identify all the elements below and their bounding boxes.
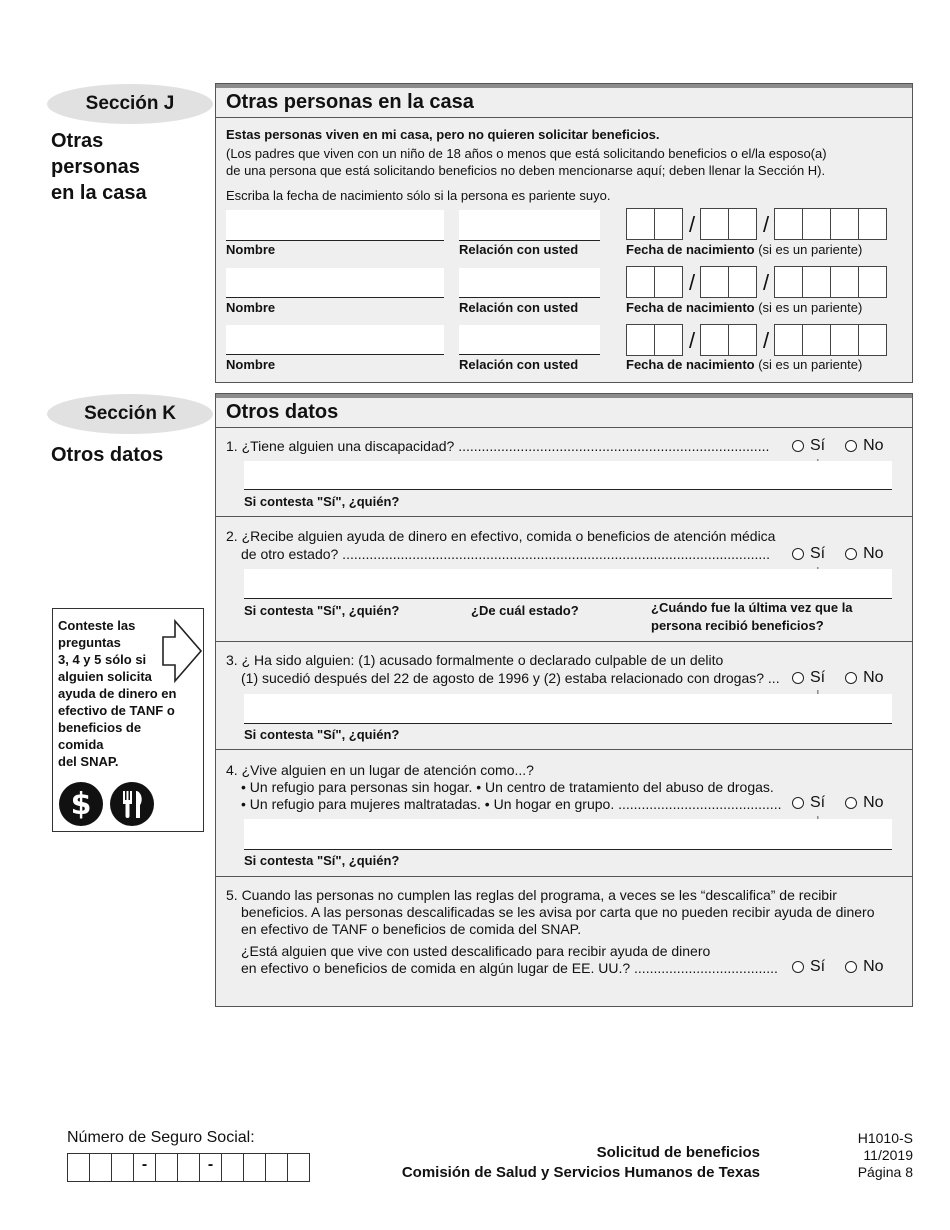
q4-yes-radio[interactable] [792, 797, 804, 809]
q2-line1: 2. ¿Recibe alguien ayuda de dinero en efectivo, comida o beneficios de atención médica [226, 528, 776, 544]
q5-yes-option[interactable]: Sí [792, 958, 825, 976]
q5-line3: en efectivo de TANF o beneficios de comida del SNAP. [241, 921, 582, 937]
q5-yes-radio[interactable] [792, 961, 804, 973]
section-k-title: Otros datos [216, 394, 912, 428]
q4-no-radio[interactable] [845, 797, 857, 809]
form-title: Solicitud de beneficios Comisión de Salud y Servicios Humanos de Texas [401, 1144, 760, 1181]
section-j-side-title: Otras personas en la casa [51, 130, 147, 204]
q1-yes-no [792, 437, 904, 455]
q3-yes-no [792, 669, 904, 687]
ssn-label: Número de Seguro Social: [67, 1129, 255, 1146]
q1-yes-radio[interactable] [792, 440, 804, 452]
q4-yes-no [792, 794, 904, 812]
q2-who-field[interactable] [244, 569, 892, 599]
q3-who-label: Si contesta "Sí", ¿quién? [244, 727, 400, 742]
relation-field-2[interactable] [459, 268, 600, 298]
divider [216, 641, 912, 642]
dob-label-3: Fecha de nacimiento (si es un pariente) [626, 357, 863, 372]
arrow-right-icon [161, 619, 203, 683]
name-field-3[interactable] [226, 325, 444, 355]
q1-who-field[interactable] [244, 461, 892, 490]
q1-who-label: Si contesta "Sí", ¿quién? [244, 494, 400, 509]
q4-line2: • Un refugio para personas sin hogar. • Un centro de tratamiento del abuso de drogas. [241, 779, 774, 795]
ssn-dash: - [199, 1153, 222, 1182]
q5-line2: beneficios. A las personas descalificadas se les avisa por carta que no pueden recibir ayuda de dinero [241, 904, 875, 920]
section-j-instruction: Escriba la fecha de nacimiento sólo si la persona es pariente suyo. [226, 188, 611, 203]
q4-line1: 4. ¿Vive alguien en un lugar de atención como...? [226, 762, 534, 778]
q2-yes-option[interactable]: Sí [792, 545, 825, 563]
section-j-title: Otras personas en la casa [216, 84, 912, 118]
q2-when-label: ¿Cuándo fue la última vez que la persona recibió beneficios? [651, 600, 853, 633]
fork-knife-icon [109, 781, 155, 827]
q4-who-label: Si contesta "Sí", ¿quién? [244, 853, 400, 868]
q4-yes-option[interactable]: Sí [792, 794, 825, 812]
relation-label-2: Relación con usted [459, 300, 579, 315]
q3-no-radio[interactable] [845, 672, 857, 684]
q1-yes-option[interactable]: Sí [792, 437, 825, 455]
divider [216, 749, 912, 750]
q5-line1: 5. Cuando las personas no cumplen las reglas del programa, a veces se les “descalifica” de recibir [226, 887, 837, 903]
q5-no-radio[interactable] [845, 961, 857, 973]
section-k-side-title: Otros datos [51, 444, 164, 466]
q1-no-option[interactable]: No [845, 437, 883, 455]
tanf-snap-note [52, 608, 204, 832]
q2-line2: de otro estado? .............................................................................................................. [241, 546, 771, 562]
q3-line1: 3. ¿ Ha sido alguien: (1) acusado formalmente o declarado culpable de un delito [226, 652, 724, 668]
q4-who-field[interactable] [244, 819, 892, 850]
q3-yes-radio[interactable] [792, 672, 804, 684]
page-number: Página 8 [857, 1164, 913, 1180]
name-label-3: Nombre [226, 357, 276, 372]
q3-no-option[interactable]: No [845, 669, 883, 687]
q5-line5: en efectivo o beneficios de comida en algún lugar de EE. UU.? ..................................... [241, 960, 778, 976]
relation-field-3[interactable] [459, 325, 600, 355]
q5-yes-no [792, 958, 904, 976]
svg-text:$: $ [70, 787, 92, 822]
form-meta [858, 1130, 913, 1181]
q5-no-option[interactable]: No [845, 958, 883, 976]
divider [216, 516, 912, 517]
dob-label-1: Fecha de nacimiento (si es un pariente) [626, 242, 863, 257]
section-k-panel [215, 393, 913, 1007]
q1-no-radio[interactable] [845, 440, 857, 452]
q3-who-field[interactable] [244, 694, 892, 724]
q2-state-label: ¿De cuál estado? [471, 603, 579, 618]
q4-line3: • Un refugio para mujeres maltratadas. • Un hogar en grupo. .......................................... [241, 796, 782, 812]
q1-text: 1. ¿Tiene alguien una discapacidad? ................................................................................ [226, 438, 770, 454]
q3-line2: (1) sucedió después del 22 de agosto de 1996 y (2) estaba relacionado con drogas? ... [241, 670, 780, 686]
q2-who-label: Si contesta "Sí", ¿quién? [244, 603, 400, 618]
section-j-intro-line1: (Los padres que viven con un niño de 18 años o menos que está solicitando beneficios o el/la esposo(a) [226, 146, 827, 161]
q4-no-option[interactable]: No [845, 794, 883, 812]
relation-label-3: Relación con usted [459, 357, 579, 372]
name-field-2[interactable] [226, 268, 444, 298]
q5-line4: ¿Está alguien que vive con usted descalificado para recibir ayuda de dinero [241, 943, 711, 959]
dob-label-2: Fecha de nacimiento (si es un pariente) [626, 300, 863, 315]
section-j-panel [215, 83, 913, 383]
relation-label-1: Relación con usted [459, 242, 579, 257]
dob-field-2[interactable]: / / [626, 266, 887, 298]
dob-field-3[interactable]: / / [626, 324, 887, 356]
divider [216, 876, 912, 877]
dob-field-1[interactable]: / / [626, 208, 887, 240]
relation-field-1[interactable] [459, 210, 600, 241]
form-date: 11/2019 [863, 1147, 913, 1163]
note-text: Conteste las preguntas 3, 4 y 5 sólo si alguien solicita ayuda de dinero en efectivo de TANF o beneficios de comida del SNAP. [58, 618, 177, 769]
q2-no-radio[interactable] [845, 548, 857, 560]
q2-no-option[interactable]: No [845, 545, 883, 563]
ssn-field[interactable] [67, 1153, 310, 1182]
q3-yes-option[interactable]: Sí [792, 669, 825, 687]
name-field-1[interactable] [226, 210, 444, 241]
form-id: H1010-S [857, 1130, 913, 1146]
dollar-icon [58, 781, 104, 827]
q2-yes-no [792, 545, 904, 563]
name-label-1: Nombre [226, 242, 276, 257]
q2-yes-radio[interactable] [792, 548, 804, 560]
ssn-dash: - [133, 1153, 156, 1182]
section-j-intro-line2: de una persona que está solicitando beneficios no deben mencionarse aquí; deben llenar la Sección H). [226, 163, 826, 178]
name-label-2: Nombre [226, 300, 276, 315]
section-k-pill: Sección K [47, 394, 213, 434]
section-j-pill: Sección J [47, 84, 213, 124]
section-j-intro-bold: Estas personas viven en mi casa, pero no quieren solicitar beneficios. [226, 127, 660, 142]
